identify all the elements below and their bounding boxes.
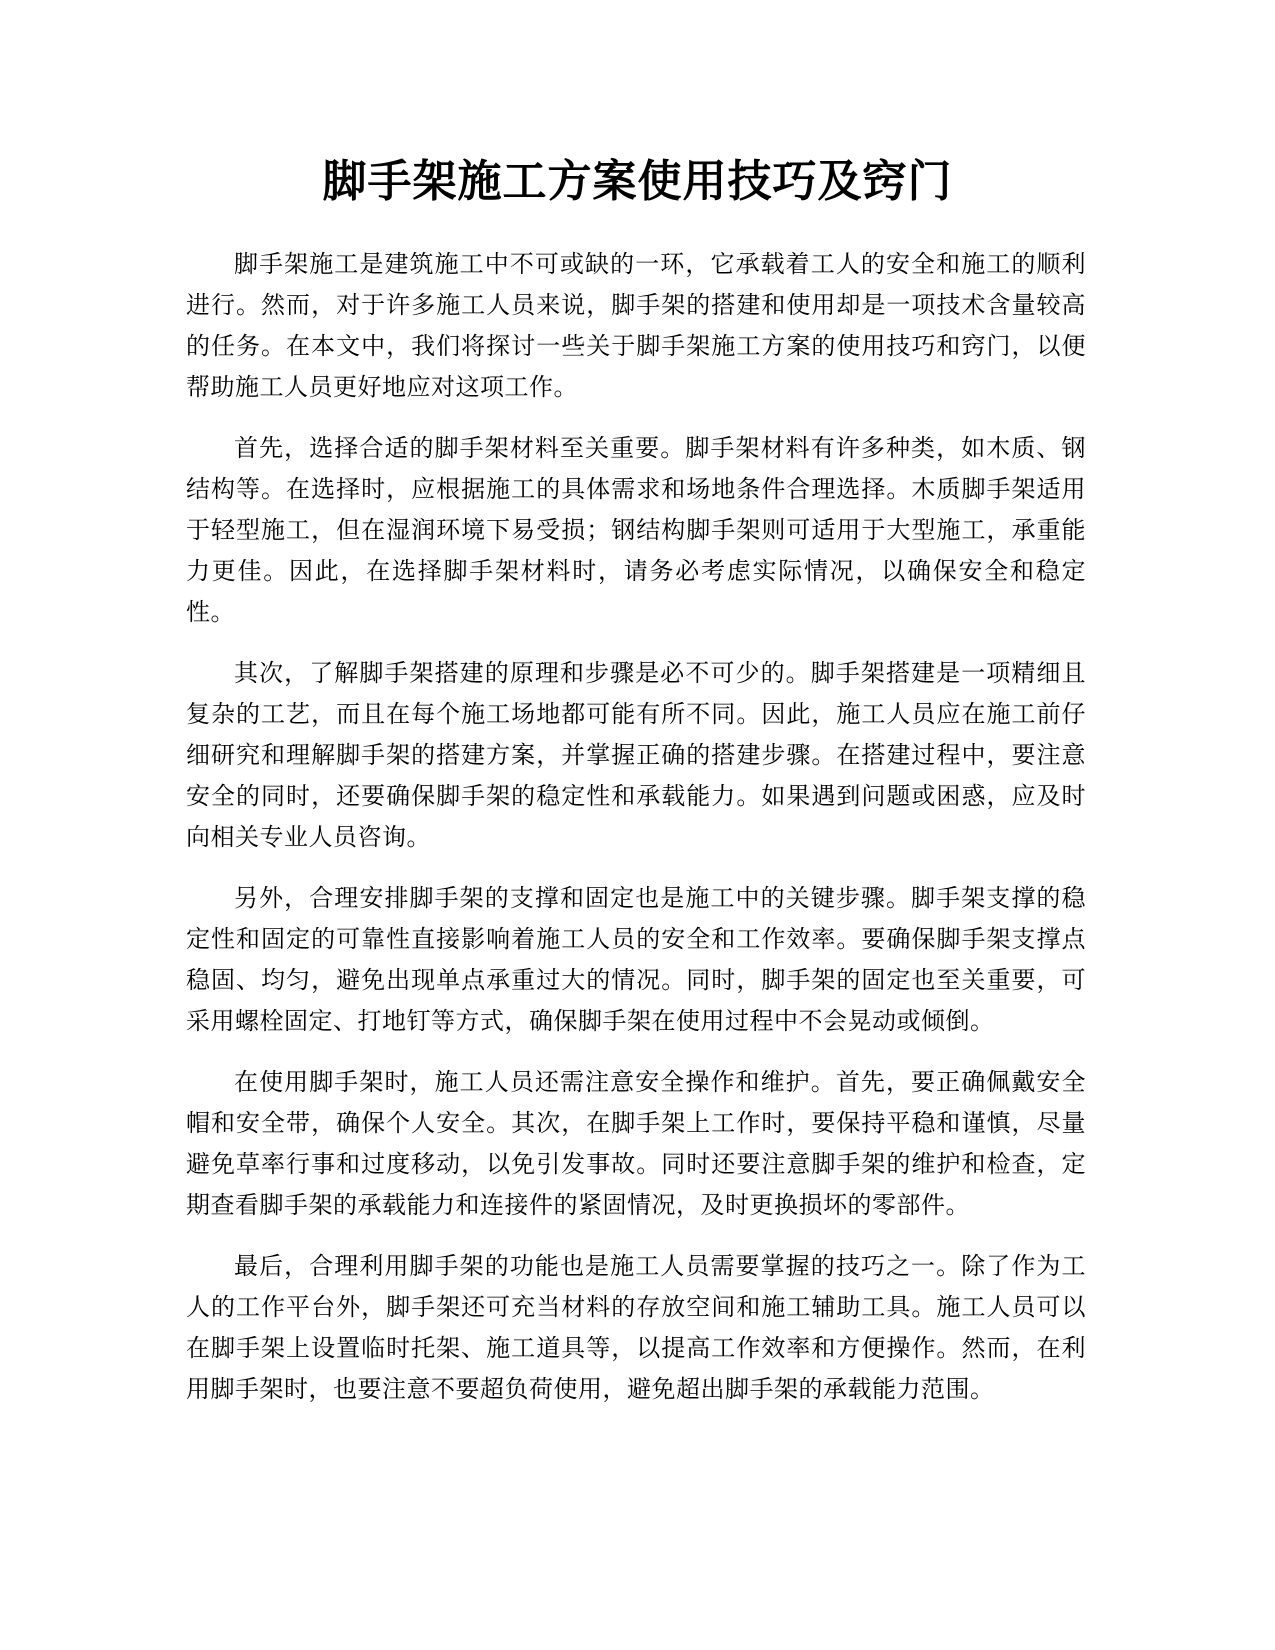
paragraph-3: 其次，了解脚手架搭建的原理和步骤是必不可少的。脚手架搭建是一项精细且复杂的工艺，而且在每个施工场地都可能有所不同。因此，施工人员应在施工前仔细研究和理解脚手架的搭建方案，并掌握正确的搭建步骤。在搭建过程中，要注意安全的同时，还要确保脚手架的稳定性和承载能力。如果遇到问题或困惑，应及时向相关专业人员咨询。 bbox=[186, 659, 1086, 851]
paragraph-5: 在使用脚手架时，施工人员还需注意安全操作和维护。首先，要正确佩戴安全帽和安全带，确保个人安全。其次，在脚手架上工作时，要保持平稳和谨慎，尽量避免草率行事和过度移动，以免引发事故。同时还要注意脚手架的维护和检查，定期查看脚手架的承载能力和连接件的紧固情况，及时更换损坏的零部件。 bbox=[186, 1068, 1086, 1219]
paragraph-2: 首先，选择合适的脚手架材料至关重要。脚手架材料有许多种类，如木质、钢结构等。在选择时，应根据施工的具体需求和场地条件合理选择。木质脚手架适用于轻型施工，但在湿润环境下易受损；钢结构脚手架则可适用于大型施工，承重能力更佳。因此，在选择脚手架材料时，请务必考虑实际情况，以确保安全和稳定性。 bbox=[186, 434, 1086, 626]
document-body bbox=[186, 244, 1086, 1430]
paragraph-1: 脚手架施工是建筑施工中不可或缺的一环，它承载着工人的安全和施工的顺利进行。然而，对于许多施工人员来说，脚手架的搭建和使用却是一项技术含量较高的任务。在本文中，我们将探讨一些关于脚手架施工方案的使用技巧和窍门，以便帮助施工人员更好地应对这项工作。 bbox=[186, 250, 1086, 401]
document-title: 脚手架施工方案使用技巧及窍门 bbox=[322, 156, 953, 207]
paragraph-6: 最后，合理利用脚手架的功能也是施工人员需要掌握的技巧之一。除了作为工人的工作平台外，脚手架还可充当材料的存放空间和施工辅助工具。施工人员可以在脚手架上设置临时托架、施工道具等，以提高工作效率和方便操作。然而，在利用脚手架时，也要注意不要超负荷使用，避免超出脚手架的承载能力范围。 bbox=[186, 1252, 1086, 1403]
paragraph-4: 另外，合理安排脚手架的支撑和固定也是施工中的关键步骤。脚手架支撑的稳定性和固定的可靠性直接影响着施工人员的安全和工作效率。要确保脚手架支撑点稳固、均匀，避免出现单点承重过大的情况。同时，脚手架的固定也至关重要，可采用螺栓固定、打地钉等方式，确保脚手架在使用过程中不会晃动或倾倒。 bbox=[186, 884, 1086, 1035]
